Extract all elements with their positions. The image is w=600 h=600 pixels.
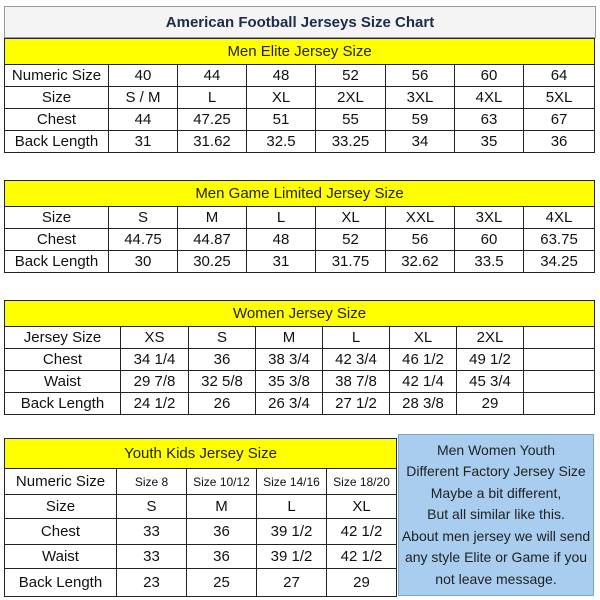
women-cell: 27 1/2 (323, 393, 390, 415)
men-elite-cell: 59 (386, 109, 455, 131)
men-elite-cell: 64 (524, 65, 595, 87)
women-cell: 26 (189, 393, 256, 415)
men-game-cell: 3XL (455, 207, 524, 229)
men-game-cell: 60 (455, 229, 524, 251)
women-cell: S (189, 327, 256, 349)
men-elite-label: Size (5, 87, 109, 109)
men-elite-cell: 48 (247, 65, 316, 87)
youth-cell: Size 14/16 (257, 469, 327, 495)
men-game-cell: 48 (247, 229, 316, 251)
youth-cell: 36 (187, 519, 257, 545)
men-elite-label: Back Length (5, 131, 109, 153)
men-game-label: Chest (5, 229, 109, 251)
men-game-cell: 31.75 (316, 251, 386, 273)
men-elite-cell: L (178, 87, 247, 109)
men-game-cell: 63.75 (524, 229, 595, 251)
women-cell (524, 393, 595, 415)
women-cell: 24 1/2 (121, 393, 189, 415)
youth-cell: S (117, 495, 187, 519)
men-game-cell: 30 (109, 251, 178, 273)
women-cell: 45 3/4 (457, 371, 524, 393)
men-game-label: Back Length (5, 251, 109, 273)
women-cell: XL (390, 327, 457, 349)
women-cell: 29 (457, 393, 524, 415)
men-game-header: Men Game Limited Jersey Size (5, 181, 595, 207)
men-elite-cell: 63 (455, 109, 524, 131)
men-elite-cell: 44 (109, 109, 178, 131)
men-game-cell: XXL (386, 207, 455, 229)
women-cell: 32 5/8 (189, 371, 256, 393)
men-game-cell: 30.25 (178, 251, 247, 273)
men-game-label: Size (5, 207, 109, 229)
women-cell: 34 1/4 (121, 349, 189, 371)
women-label: Back Length (5, 393, 121, 415)
men-elite-table (4, 38, 595, 153)
youth-label: Chest (5, 519, 117, 545)
women-cell: 29 7/8 (121, 371, 189, 393)
youth-cell: 39 1/2 (257, 545, 327, 569)
women-cell: 46 1/2 (390, 349, 457, 371)
men-elite-cell: 51 (247, 109, 316, 131)
youth-label: Waist (5, 545, 117, 569)
men-elite-cell: 5XL (524, 87, 595, 109)
men-elite-cell: 52 (316, 65, 386, 87)
women-label: Waist (5, 371, 121, 393)
youth-cell: L (257, 495, 327, 519)
youth-cell: Size 8 (117, 469, 187, 495)
youth-cell: 33 (117, 545, 187, 569)
women-cell: 42 3/4 (323, 349, 390, 371)
men-elite-cell: 35 (455, 131, 524, 153)
youth-cell: 36 (187, 545, 257, 569)
women-label: Jersey Size (5, 327, 121, 349)
women-cell: 2XL (457, 327, 524, 349)
women-cell (524, 371, 595, 393)
men-elite-cell: 31.62 (178, 131, 247, 153)
men-game-cell: 56 (386, 229, 455, 251)
men-elite-cell: S / M (109, 87, 178, 109)
men-elite-cell: 44 (178, 65, 247, 87)
men-game-cell: 4XL (524, 207, 595, 229)
note-line: Different Factory Jersey Size (406, 463, 586, 480)
men-game-cell: 31 (247, 251, 316, 273)
note-line: Maybe a bit different, (430, 484, 562, 501)
note-line: not leave message. (435, 570, 557, 587)
youth-cell: 23 (117, 569, 187, 597)
youth-cell: M (187, 495, 257, 519)
note-line: Men Women Youth (436, 441, 556, 458)
youth-cell: 29 (327, 569, 397, 597)
men-game-cell: 32.62 (386, 251, 455, 273)
men-elite-label: Chest (5, 109, 109, 131)
women-cell: 38 3/4 (256, 349, 323, 371)
men-elite-label: Numeric Size (5, 65, 109, 87)
women-cell: 35 3/8 (256, 371, 323, 393)
men-game-cell: S (109, 207, 178, 229)
men-game-cell: 44.87 (178, 229, 247, 251)
women-cell (524, 327, 595, 349)
men-elite-cell: 32.5 (247, 131, 316, 153)
women-cell: 26 3/4 (256, 393, 323, 415)
men-game-cell: XL (316, 207, 386, 229)
women-table (4, 300, 595, 415)
note-line: any style Elite or Game if you (404, 549, 588, 566)
note-line: About men jersey we will send (401, 527, 591, 544)
women-cell (524, 349, 595, 371)
size-note-box (398, 434, 594, 596)
men-elite-cell: 3XL (386, 87, 455, 109)
men-game-table (4, 180, 595, 273)
women-cell: 28 3/8 (390, 393, 457, 415)
youth-cell: 25 (187, 569, 257, 597)
men-elite-cell: 31 (109, 131, 178, 153)
women-cell: 38 7/8 (323, 371, 390, 393)
men-elite-cell: 2XL (316, 87, 386, 109)
men-game-cell: M (178, 207, 247, 229)
women-cell: M (256, 327, 323, 349)
men-elite-cell: 36 (524, 131, 595, 153)
youth-cell: Size 10/12 (187, 469, 257, 495)
men-game-cell: L (247, 207, 316, 229)
women-cell: XS (121, 327, 189, 349)
men-elite-cell: XL (247, 87, 316, 109)
youth-cell: XL (327, 495, 397, 519)
youth-cell: 42 1/2 (327, 519, 397, 545)
men-game-cell: 52 (316, 229, 386, 251)
youth-cell: Size 18/20 (327, 469, 397, 495)
women-header: Women Jersey Size (5, 301, 595, 327)
men-elite-cell: 60 (455, 65, 524, 87)
men-elite-cell: 56 (386, 65, 455, 87)
women-cell: L (323, 327, 390, 349)
women-cell: 36 (189, 349, 256, 371)
women-cell: 49 1/2 (457, 349, 524, 371)
men-game-cell: 44.75 (109, 229, 178, 251)
men-elite-cell: 40 (109, 65, 178, 87)
youth-cell: 42 1/2 (327, 545, 397, 569)
men-elite-cell: 47.25 (178, 109, 247, 131)
note-line: But all similar like this. (427, 506, 565, 523)
men-elite-header: Men Elite Jersey Size (5, 39, 595, 65)
youth-label: Back Length (5, 569, 117, 597)
youth-header: Youth Kids Jersey Size (5, 439, 397, 469)
women-cell: 42 1/4 (390, 371, 457, 393)
youth-table (4, 438, 397, 597)
men-elite-cell: 67 (524, 109, 595, 131)
men-game-cell: 33.5 (455, 251, 524, 273)
men-elite-cell: 4XL (455, 87, 524, 109)
men-elite-cell: 34 (386, 131, 455, 153)
men-game-cell: 34.25 (524, 251, 595, 273)
youth-cell: 27 (257, 569, 327, 597)
youth-label: Size (5, 495, 117, 519)
youth-cell: 39 1/2 (257, 519, 327, 545)
youth-cell: 33 (117, 519, 187, 545)
women-label: Chest (5, 349, 121, 371)
men-elite-cell: 33.25 (316, 131, 386, 153)
men-elite-cell: 55 (316, 109, 386, 131)
youth-label: Numeric Size (5, 469, 117, 495)
chart-title: American Football Jerseys Size Chart (4, 6, 596, 38)
